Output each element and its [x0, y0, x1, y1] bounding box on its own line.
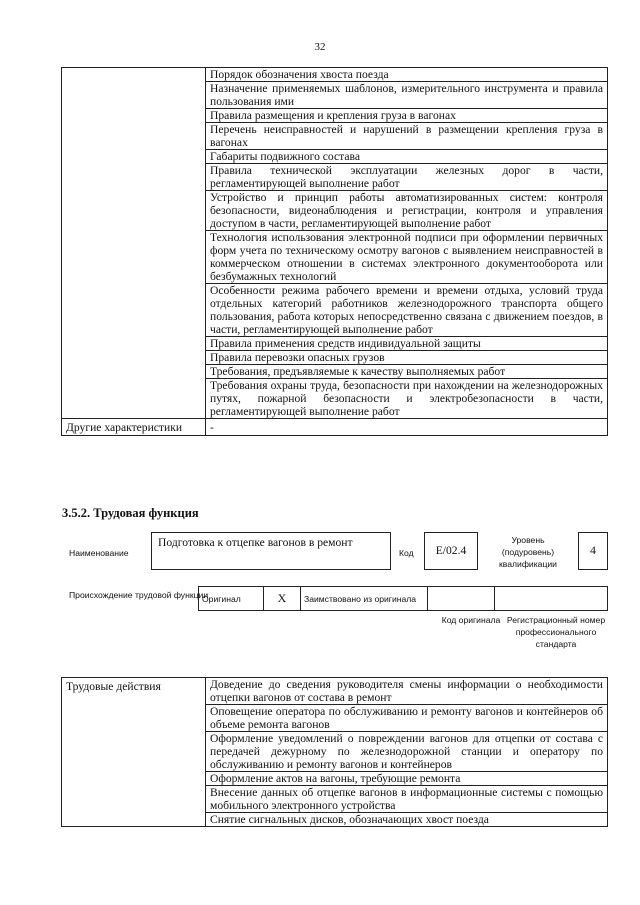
table-cell: Назначение применяемых шаблонов, измерительного инструмента и правила пользования ими: [206, 82, 608, 109]
level-label: Уровень (подуровень) квалификации: [499, 535, 557, 569]
table-cell: Оформление уведомлений о повреждении вагонов для отцепки от состава с передачей дежурному по железнодорожной станции и оператору по обслуживанию и ремонту вагонов и контейнеров: [206, 732, 608, 772]
table-cell: Порядок обозначения хвоста поезда: [206, 68, 608, 82]
table-cell: Габариты подвижного состава: [206, 150, 608, 164]
table-row: [199, 587, 608, 611]
name-label: Наименование: [69, 548, 129, 558]
level-value: 4: [590, 544, 596, 557]
borrowed-label: Заимствовано из оригинала: [301, 587, 428, 611]
name-value: Подготовка к отцепке вагонов в ремонт: [158, 536, 353, 549]
page-number: 32: [314, 41, 326, 53]
registration-number-caption: Регистрационный номер профессионального стандарта: [506, 615, 606, 649]
table-cell: Оформление актов на вагоны, требующие ремонта: [206, 772, 608, 786]
table-cell: Правила применения средств индивидуальной защиты: [206, 337, 608, 351]
table-row: [62, 419, 608, 436]
code-value: E/02.4: [435, 544, 467, 557]
original-mark: X: [264, 587, 301, 611]
table-cell: Требования, предъявляемые к качеству выполняемых работ: [206, 365, 608, 379]
knowledge-table: [61, 67, 608, 436]
table-row: [62, 68, 608, 82]
original-label: Оригинал: [199, 587, 264, 611]
level-box: [578, 532, 608, 570]
other-characteristics-value: -: [206, 419, 608, 436]
table-cell: Особенности режима рабочего времени и времени отдыха, условий труда отдельных категорий работников железнодорожного транспорта общего пользования, работа которых непосредственно связана с движением поездов, в части, регламентирующей выполнение работ: [206, 284, 608, 337]
code-label: Код: [399, 548, 414, 558]
table-cell: Правила размещения и крепления груза в вагонах: [206, 109, 608, 123]
other-characteristics-label: Другие характеристики: [62, 419, 206, 436]
registration-number-cell: [495, 587, 608, 611]
table-cell: Правила перевозки опасных грузов: [206, 351, 608, 365]
origin-label: Происхождение трудовой функции: [69, 590, 209, 600]
table-cell: Технология использования электронной подписи при оформлении первичных форм учета по техническому осмотру вагонов с выявлением неисправностей в коммерческом отношении в системах электронного документооборота или безбумажных технологий: [206, 231, 608, 284]
original-code-cell: [428, 587, 495, 611]
actions-table: [61, 677, 608, 827]
table-cell: Требования охраны труда, безопасности при нахождении на железнодорожных путях, пожарной безопасности и электробезопасности в части, регламентирующей выполнение работ: [206, 379, 608, 419]
table-cell: Правила технической эксплуатации железных дорог в части, регламентирующей выполнение работ: [206, 164, 608, 191]
original-code-caption: Код оригинала: [441, 615, 501, 625]
table-cell: Устройство и принцип работы автоматизированных систем: контроля безопасности, видеонаблюдения и регистрации, контроля и управления доступом в части, регламентирующей выполнение работ: [206, 191, 608, 231]
table-cell: Доведение до сведения руководителя смены информации о необходимости отцепки вагонов от состава в ремонт: [206, 678, 608, 705]
section-title: 3.5.2. Трудовая функция: [62, 506, 199, 520]
table-cell: Перечень неисправностей и нарушений в размещении крепления груза в вагонах: [206, 123, 608, 150]
code-box: [424, 532, 478, 570]
table-cell: Внесение данных об отцепке вагонов в информационные системы с помощью мобильного электронного устройства: [206, 786, 608, 813]
table-cell: Снятие сигнальных дисков, обозначающих хвост поезда: [206, 813, 608, 827]
table-cell: Оповещение оператора по обслуживанию и ремонту вагонов и контейнеров об объеме ремонта вагонов: [206, 705, 608, 732]
origin-table: [198, 586, 608, 611]
table-cell-empty: [62, 68, 206, 419]
actions-label: Трудовые действия: [62, 678, 206, 827]
table-row: [62, 678, 608, 705]
name-box: [151, 532, 391, 570]
